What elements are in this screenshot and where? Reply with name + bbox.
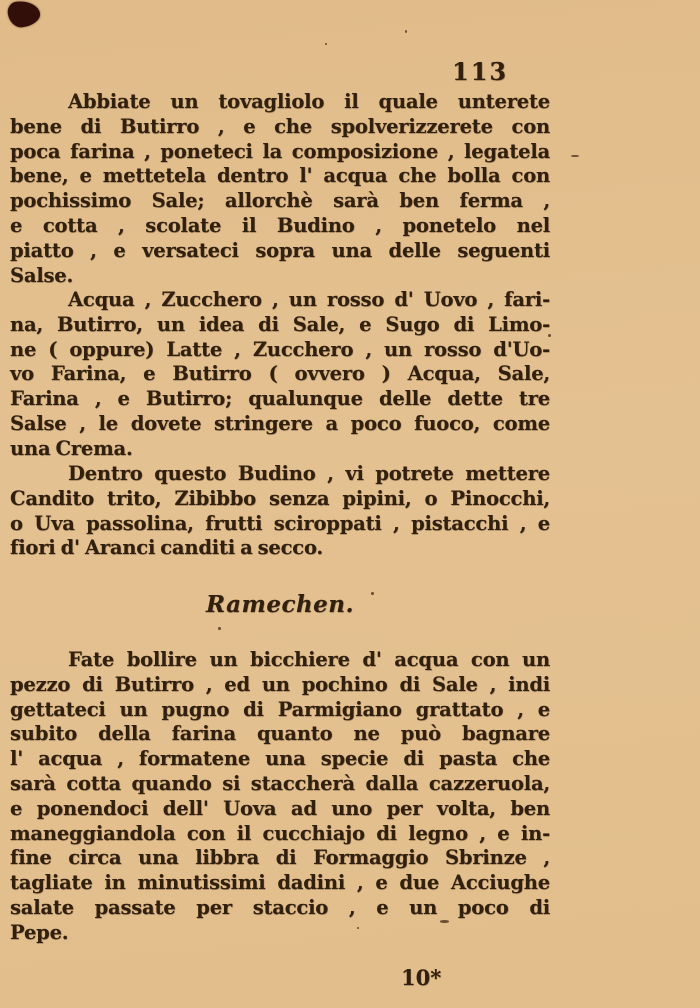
page-number: 113 [452, 57, 509, 86]
text-line: l' acqua , formatene una specie di pasta che [10, 747, 550, 771]
text-line: Fate bollire un bicchiere d' acqua con un [68, 648, 550, 671]
text-line: pochissimo Sale; allorchè sarà ben ferma , [10, 189, 550, 213]
text-line: e cotta , scolate il Budino , ponetelo nel [10, 213, 550, 237]
paragraph [10, 288, 550, 462]
ink-speck [571, 155, 579, 157]
text-line: Acqua , Zucchero , un rosso d' Uovo , fari- [68, 288, 550, 311]
text-line: gettateci un pugno di Parmigiano grattato , e [10, 697, 550, 721]
text-line: sarà cotta quando si staccherà dalla cazzeruola, [10, 771, 550, 795]
text-line: fine circa una libbra di Formaggio Sbrinze , [10, 846, 550, 870]
text-line: Salse. [10, 263, 74, 287]
text-line: maneggiandola con il cucchiajo di legno , e in- [10, 821, 550, 845]
paragraph [10, 462, 550, 561]
text-line: Farina , e Butirro; qualunque delle dette tre [10, 387, 550, 411]
text-line: tagliate in minutissimi dadini , e due Acciughe [10, 871, 550, 895]
text-line: subito della farina quanto ne può bagnare [10, 722, 550, 746]
text-line: Abbiate un tovagliolo il quale unterete [68, 90, 550, 113]
ink-speck [325, 43, 327, 45]
text-line: Salse , le dovete stringere a poco fuoco, come [10, 411, 550, 435]
text-line: bene, e mettetela dentro l' acqua che bolla con [10, 164, 550, 188]
text-line: Pepe. [10, 920, 69, 944]
text-line: na, Butirro, un idea di Sale, e Sugo di Limo- [10, 312, 550, 336]
section-heading: Ramechen. [205, 591, 355, 618]
paragraph [10, 648, 550, 946]
text-line: una Crema. [10, 436, 133, 460]
ink-speck [218, 627, 221, 630]
text-line: vo Farina, e Butirro ( ovvero ) Acqua, Sale, [10, 362, 550, 386]
text-line: ne ( oppure) Latte , Zucchero , un rosso d'Uo- [10, 337, 550, 361]
text-line: pezzo di Butirro , ed un pochino di Sale , indi [10, 672, 550, 696]
text-line: Dentro questo Budino , vi potrete mettere [68, 462, 550, 485]
footer-signature: 10* [401, 965, 442, 990]
text-line: poca farina , poneteci la composizione , legatela [10, 139, 550, 163]
text-line: fiori d' Aranci canditi a secco. [10, 536, 323, 560]
paragraph [10, 90, 550, 288]
ink-blot [7, 0, 42, 29]
ink-speck [405, 30, 407, 33]
text-line: piatto , e versateci sopra una delle seguenti [10, 238, 550, 262]
text-line: salate passate per staccio , e un poco di [10, 895, 550, 919]
text-line: Candito trito, Zibibbo senza pipini, o Pinocchi, [10, 486, 550, 510]
text-line: e ponendoci dell' Uova ad uno per volta, ben [10, 796, 550, 820]
text-line: bene di Butirro , e che spolverizzerete con [10, 114, 550, 138]
text-line: o Uva passolina, frutti sciroppati , pistacchi , e [10, 511, 550, 535]
